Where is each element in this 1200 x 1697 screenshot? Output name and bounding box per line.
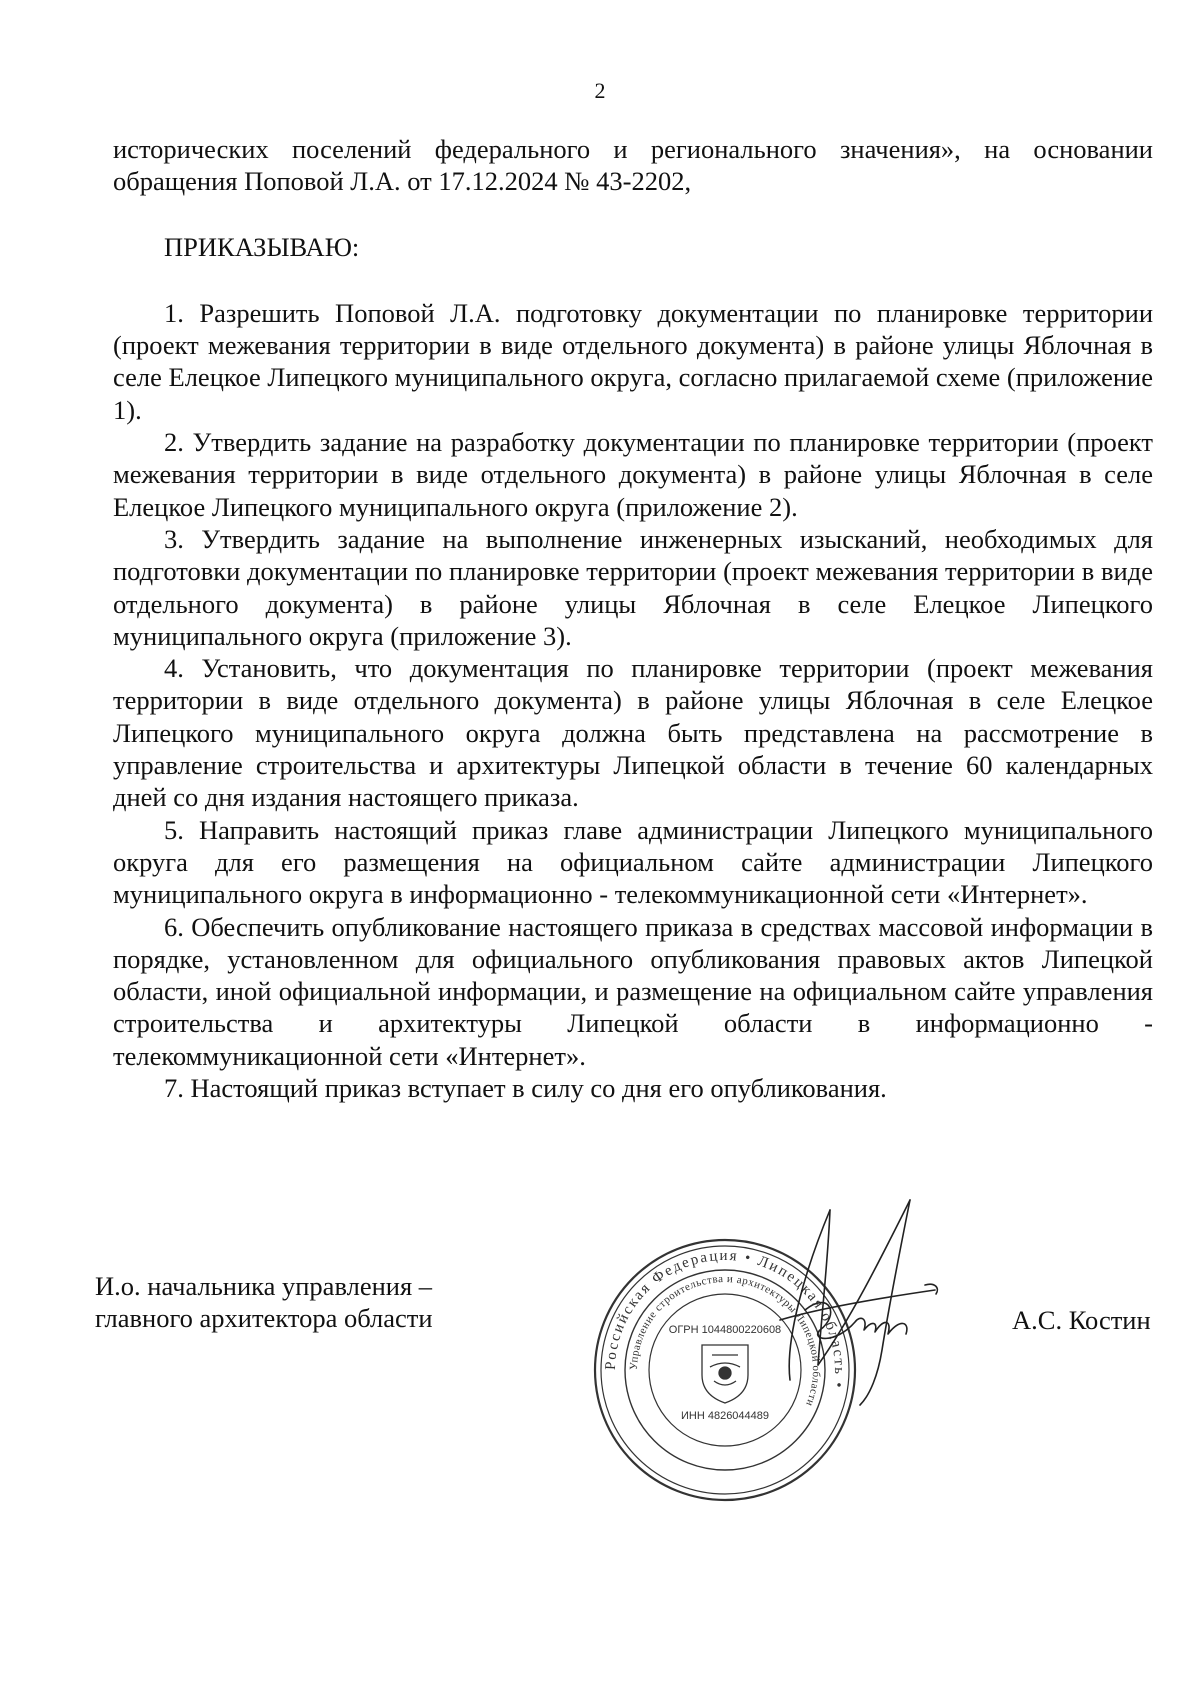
document-body (113, 133, 1153, 1104)
signatory-position-line-1: И.о. начальника управления – (95, 1271, 433, 1301)
signatory-position-line-2: главного архитектора области (95, 1303, 433, 1334)
stamp-inn: ИНН 4826044489 (680, 1410, 770, 1422)
order-word: ПРИКАЗЫВАЮ: (164, 231, 360, 262)
clause-3: 3. Утвердить задание на выполнение инженерных изысканий, необходимых для подготовки документации по планировке территории (проект межевания территории в виде отдельного документа) в районе улицы Яблочная в селе Елецкое Липецкого муниципального округа (приложение 3). (113, 523, 1153, 651)
clause-4: 4. Установить, что документация по планировке территории (проект межевания территории в виде отдельного документа) в районе улицы Яблочная в селе Елецкое Липецкого муниципального округа должна быть представлена на рассмотрение в управление строительства и архитектуры Липецкой области в течение 60 календарных дней со дня издания настоящего приказа. (113, 653, 1153, 813)
handwritten-signature (760, 1190, 1010, 1410)
stamp-ogrn: ОГРН 1044800220608 (668, 1324, 782, 1336)
clause-2: 2. Утвердить задание на разработку документации по планировке территории (проект межевания территории в виде отдельного документа) в районе улицы Яблочная в селе Елецкое Липецкого муниципального округа (приложение 2). (113, 427, 1153, 522)
clause-7: 7. Настоящий приказ вступает в силу со дня его опубликования. (164, 1073, 887, 1104)
page-number: 2 (594, 78, 606, 103)
clause-5: 5. Направить настоящий приказ главе администрации Липецкого муниципального округа для его размещения на официальном сайте администрации Липецкого муниципального округа в информационно - телекоммуникационной сети «Интернет». (113, 814, 1153, 910)
signatory-name: А.С. Костин (1012, 1305, 1151, 1335)
signatory-position (95, 1270, 433, 1335)
stamp-inner-text: Управление строительства и архитектуры Липецкой области (627, 1272, 823, 1409)
clause-1: 1. Разрешить Поповой Л.А. подготовку документации по планировке территории (проект межевания территории в виде отдельного документа) в районе улицы Яблочная в селе Елецкое Липецкого муниципального округа, согласно прилагаемой схеме (приложение 1). (113, 297, 1153, 425)
coat-of-arms-emblem (702, 1345, 748, 1403)
clause-6: 6. Обеспечить опубликование настоящего приказа в средствах массовой информации в порядке, установленном для официального опубликования правовых актов Липецкой области, иной официальной информации, и размещение на официальном сайте управления строительства и архитектуры Липецкой области в информационно - телекоммуникационной сети «Интернет». (113, 911, 1153, 1071)
stamp-outer-text: Российская Федерация • Липецкая область • (602, 1247, 848, 1391)
intro-paragraph: исторических поселений федерального и регионального значения», на основании обращения Поповой Л.А. от 17.12.2024 № 43-2202, (113, 134, 1153, 197)
